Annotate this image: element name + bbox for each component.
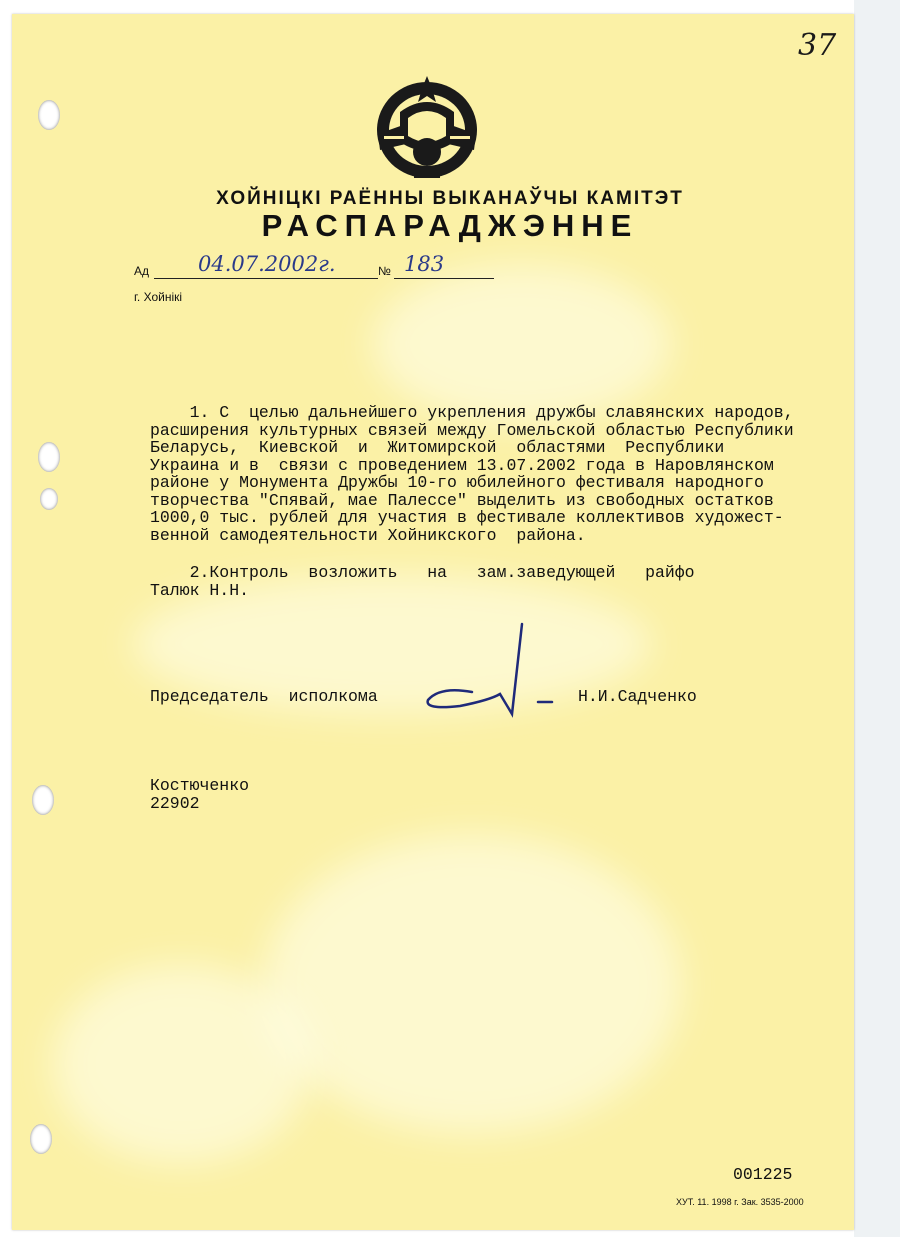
text-line: 2.Контроль возложить на зам.заведующей райфо: [150, 563, 695, 582]
text-line: Украина и в связи с проведением 13.07.2002 года в Наровлянском: [150, 455, 774, 475]
punch-hole: [32, 785, 54, 815]
punch-hole: [30, 1124, 52, 1154]
punch-hole: [38, 442, 60, 472]
date-value: 04.07.2002г.: [198, 252, 336, 276]
text-line: 1. С целью дальнейшего укрепления дружбы славянских народов,: [150, 403, 794, 422]
signature-mark: [420, 620, 570, 720]
number-underline: [394, 278, 494, 279]
organization-title: ХОЙНІЦКІ РАЁННЫ ВЫКАНАЎЧЫ КАМІТЭТ: [216, 188, 684, 209]
text-line: расширения культурных связей между Гомельской областью Республики: [150, 420, 794, 440]
punch-hole: [40, 488, 58, 510]
text-line: 1000,0 тыс. рублей для участия в фестивале коллективов художест-: [150, 508, 784, 527]
text-line: творчества "Спявай, мае Палессе" выделить из свободных остатков: [150, 490, 774, 510]
executor-name: Костюченко: [150, 776, 250, 795]
text-line: венной самодеятельности Хойникского района.: [150, 525, 586, 545]
form-serial-number: 001225: [733, 1165, 793, 1184]
signatory-name: Н.И.Садченко: [578, 687, 697, 706]
number-value: 183: [404, 252, 445, 276]
number-label: №: [378, 264, 391, 278]
paragraph-2: [150, 564, 695, 599]
archive-page-number: 37: [798, 28, 837, 63]
text-line: Беларусь, Киевской и Житомирской областями Республики: [150, 438, 725, 457]
printer-note: ХУТ. 11. 1998 г. Зак. 3535-2000: [676, 1197, 804, 1207]
scan-edge: [854, 0, 900, 1237]
coat-of-arms-emblem: [370, 72, 484, 184]
document-type-title: РАСПАРАДЖЭННЕ: [261, 208, 639, 243]
date-label: Ад: [134, 264, 150, 278]
paragraph-1: [150, 404, 794, 544]
punch-hole: [38, 100, 60, 130]
text-line: районе у Монумента Дружбы 10-го юбилейного фестиваля народного: [150, 473, 764, 492]
date-underline: [154, 278, 378, 279]
signatory-position: Председатель исполкома: [150, 687, 378, 706]
text-line: Талюк Н.Н.: [150, 580, 250, 600]
executor-phone: 22902: [150, 794, 200, 813]
place-of-issue: г. Хойнікі: [134, 290, 183, 304]
